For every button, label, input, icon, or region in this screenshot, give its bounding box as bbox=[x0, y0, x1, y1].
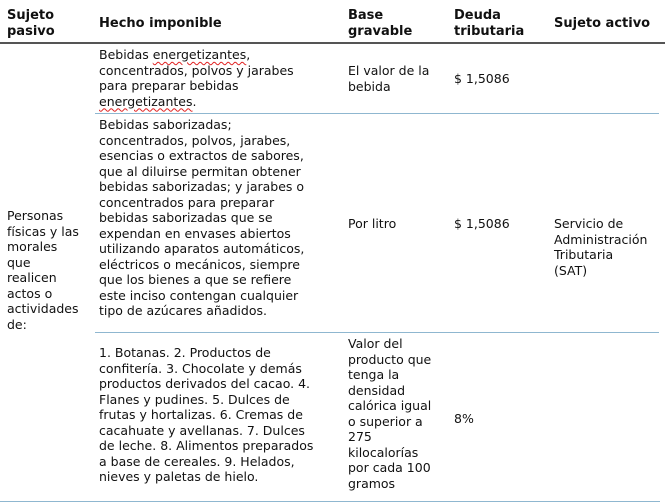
text-line: energetizantes. bbox=[99, 93, 197, 109]
text-line: o superior a bbox=[348, 413, 423, 429]
row-3-base-gravable bbox=[348, 336, 452, 491]
text-line: Personas bbox=[7, 208, 64, 223]
text-line: nieves y paletas de hielo. bbox=[99, 469, 259, 484]
text-line: tenga la bbox=[348, 367, 400, 382]
text-line: Tributaria bbox=[554, 247, 614, 262]
sujeto-activo-cell bbox=[554, 216, 664, 278]
text-line: que bbox=[7, 254, 31, 270]
text-line: realicen bbox=[7, 270, 57, 285]
text-line: cacahuate y avellanas. 7. Dulces bbox=[99, 422, 305, 438]
text-line: eléctricos o mecánicos, siempre bbox=[99, 256, 300, 272]
text-line: Por litro bbox=[348, 216, 397, 231]
row-1-hecho-imponible bbox=[99, 47, 344, 109]
text-line: para preparar bebidas bbox=[99, 78, 239, 93]
text-line: actividades bbox=[7, 301, 79, 316]
text-line: de leche. 8. Alimentos preparados bbox=[99, 438, 314, 453]
row-3-deuda-tributaria: 8% bbox=[454, 411, 474, 426]
text-line: este inciso contengan cualquier bbox=[99, 287, 299, 303]
row-2-deuda-tributaria: $ 1,5086 bbox=[454, 216, 510, 231]
row-divider bbox=[95, 113, 659, 114]
spellcheck-word: energetizantes bbox=[99, 93, 193, 109]
text-line: Flanes y pudines. 5. Dulces de bbox=[99, 391, 290, 407]
header-base-gravable: Base gravable bbox=[348, 8, 413, 39]
text-line: Bebidas saborizadas; bbox=[99, 117, 232, 132]
text-line: confitería. 3. Chocolate y demás bbox=[99, 360, 302, 376]
text-line: gramos bbox=[348, 475, 396, 491]
text-line: concentrados, polvos, jarabes, bbox=[99, 132, 291, 148]
text-line: bebidas saborizadas; y jarabes o bbox=[99, 179, 305, 194]
text-line: El valor de la bbox=[348, 63, 430, 78]
text-line: Administración bbox=[554, 231, 648, 247]
row-1-deuda-tributaria: $ 1,5086 bbox=[454, 71, 510, 86]
header-deuda-tributaria: Deuda tributaria bbox=[454, 8, 525, 39]
header-hecho-imponible: Hecho imponible bbox=[99, 16, 222, 31]
row-3-hecho-imponible bbox=[99, 345, 344, 485]
text-line: densidad bbox=[348, 382, 406, 398]
header-sujeto-pasivo: Sujeto pasivo bbox=[7, 8, 55, 39]
text-line: Servicio de bbox=[554, 216, 624, 231]
text-line: kilocalorías bbox=[348, 444, 419, 460]
text-line: productos derivados del cacao. 4. bbox=[99, 376, 311, 391]
text-line: actos o bbox=[7, 285, 53, 301]
text-line: 1. Botanas. 2. Productos de bbox=[99, 345, 271, 360]
text-line: bebida bbox=[348, 78, 391, 94]
text-line: bebidas saborizadas que se bbox=[99, 210, 273, 225]
text-line: concentrados para preparar bbox=[99, 194, 275, 210]
text-line: calórica igual bbox=[348, 398, 432, 413]
text-line: utilizando aparatos automáticos, bbox=[99, 241, 305, 256]
text-line: de: bbox=[7, 316, 27, 332]
text-line: 275 bbox=[348, 429, 372, 444]
text-line: Valor del bbox=[348, 336, 403, 351]
text-line: morales bbox=[7, 239, 58, 254]
text-line: tipo de azúcares añadidos. bbox=[99, 303, 267, 318]
text-line: expendan en envases abiertos bbox=[99, 225, 291, 241]
text-line: frutas y hortalizas. 6. Cremas de bbox=[99, 407, 303, 422]
text-line: que los bienes a que se refiere bbox=[99, 272, 292, 287]
text-line: que al diluirse permitan obtener bbox=[99, 163, 301, 179]
text-line: Bebidas energetizantes, bbox=[99, 47, 251, 62]
row-2-base-gravable bbox=[348, 216, 452, 232]
header-sujeto-activo: Sujeto activo bbox=[554, 16, 651, 31]
text-line: producto que bbox=[348, 351, 432, 367]
text-line: a base de cereales. 9. Helados, bbox=[99, 453, 295, 469]
spellcheck-word: energetizantes bbox=[152, 47, 247, 62]
table-bottom-rule bbox=[0, 501, 660, 502]
text-line: concentrados, polvos y jarabes bbox=[99, 62, 294, 78]
text-line: (SAT) bbox=[554, 262, 588, 278]
text-line: esencias o extractos de sabores, bbox=[99, 148, 304, 163]
row-1-base-gravable bbox=[348, 63, 452, 94]
row-2-hecho-imponible bbox=[99, 117, 344, 319]
text-line: por cada 100 bbox=[348, 460, 431, 475]
row-divider bbox=[95, 332, 659, 333]
text-line: físicas y las bbox=[7, 223, 79, 239]
sujeto-pasivo-cell bbox=[7, 208, 95, 332]
table-header bbox=[0, 0, 665, 44]
